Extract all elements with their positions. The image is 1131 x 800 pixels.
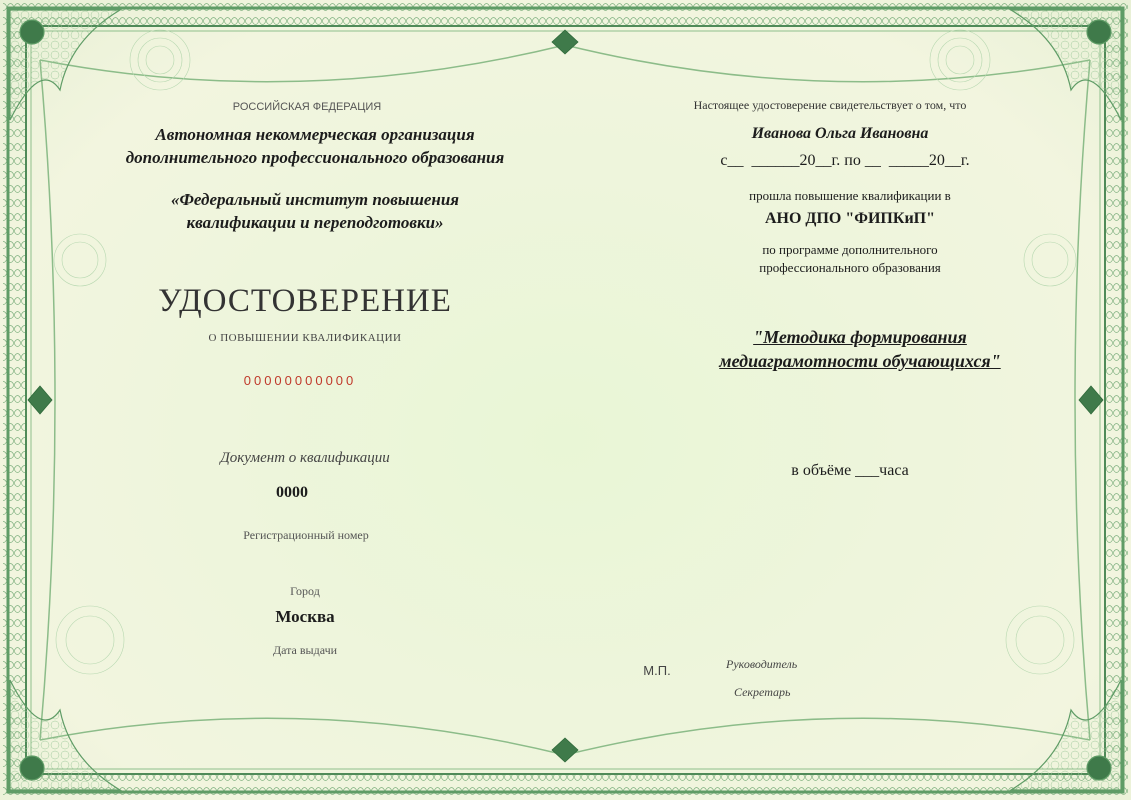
institute-name-line1: «Федеральный институт повышения — [170, 190, 460, 209]
left-diamond — [28, 386, 52, 414]
course-title-line2: медиаграмотности обучающихся" — [719, 351, 1001, 371]
full-name: Иванова Ольга Ивановна — [751, 125, 929, 142]
city-value: Москва — [275, 607, 335, 626]
registration-number-label: Регистрационный номер — [243, 528, 369, 542]
passed-text: прошла повышение квалификации в — [749, 188, 951, 203]
country-label: РОССИЙСКАЯ ФЕДЕРАЦИЯ — [232, 101, 382, 113]
course-title-line1: "Методика формирования — [753, 327, 967, 347]
intro-text: Настоящее удостоверение свидетельствует о том, что — [693, 98, 967, 112]
issue-date-label: Дата выдачи — [272, 643, 338, 657]
right-diamond — [1079, 386, 1103, 414]
registration-number-value: 0000 — [276, 484, 308, 501]
head-signature-label: Руководитель — [726, 657, 798, 671]
study-period: с__ ______20__г. по __ _____20__г. — [720, 152, 970, 169]
qualification-document-label: Документ о квалификации — [220, 450, 390, 466]
top-diamond — [552, 30, 578, 54]
secretary-signature-label: Секретарь — [734, 685, 791, 699]
course-volume: в объёме ___часа — [791, 462, 909, 479]
organization-short-name: АНО ДПО "ФИПКиП" — [764, 210, 935, 227]
document-subtitle: О ПОВЫШЕНИИ КВАЛИФИКАЦИИ — [208, 332, 402, 344]
institute-name-line2: квалификации и переподготовки» — [186, 213, 444, 232]
serial-number: 00000000000 — [243, 373, 357, 388]
bottom-diamond — [552, 738, 578, 762]
program-line2: профессионального образования — [759, 260, 941, 275]
org-name-line1: Автономная некоммерческая организация — [155, 125, 475, 144]
stamp-label: М.П. — [643, 663, 671, 678]
city-label: Город — [290, 584, 320, 598]
org-name-line2: дополнительного профессионального образования — [125, 148, 505, 167]
program-line1: по программе дополнительного — [762, 242, 938, 257]
document-title: УДОСТОВЕРЕНИЕ — [158, 283, 452, 319]
